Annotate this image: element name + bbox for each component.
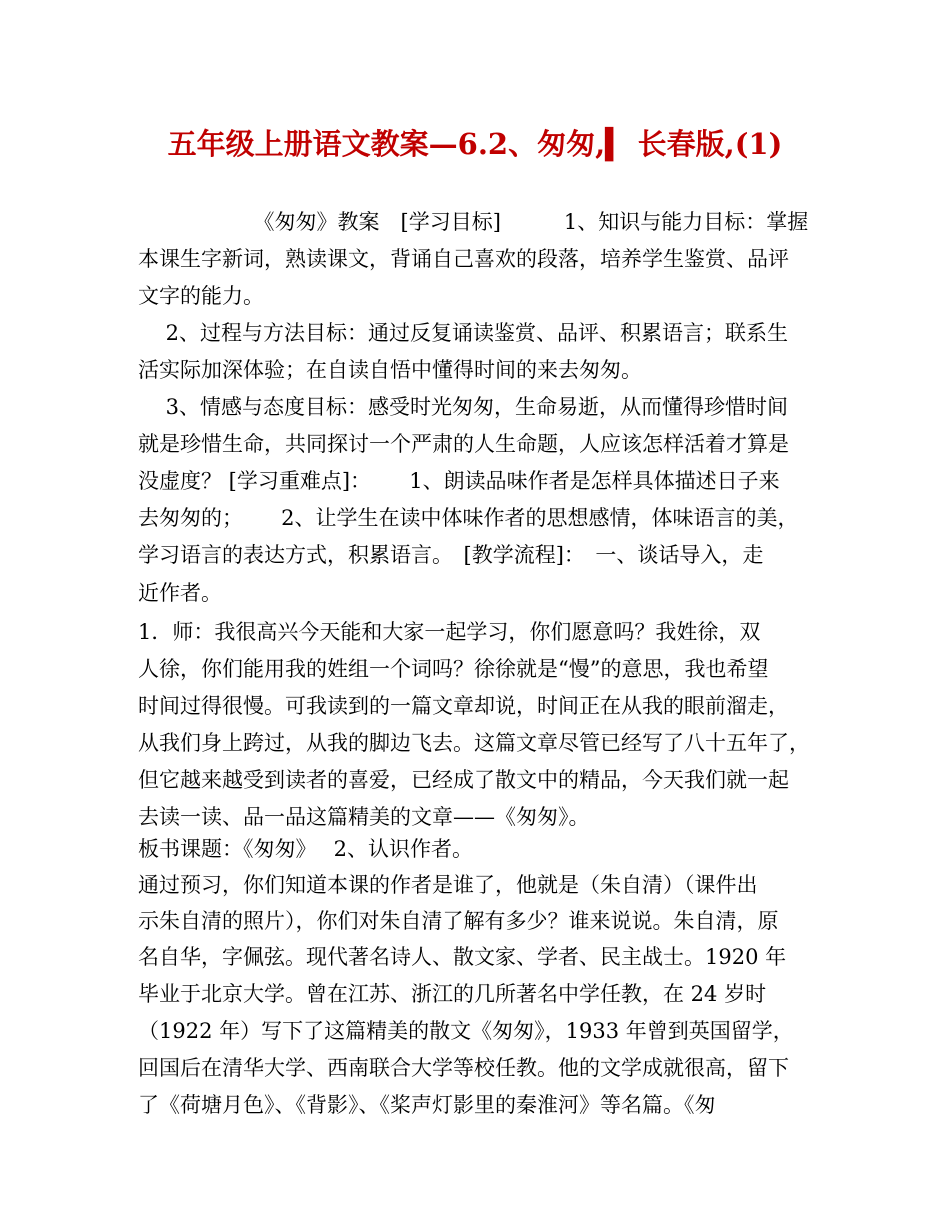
- paragraph-line: 学习语言的表达方式，积累语言。 [教学流程]： 一、谈话导入，走: [138, 543, 764, 567]
- paragraph-line: 时间过得很慢。可我读到的一篇文章却说，时间正在从我的眼前溜走，: [138, 694, 789, 718]
- paragraph-line: 《匆匆》教案 [学习目标] 1、知识与能力目标：掌握: [138, 210, 809, 234]
- paragraph-line: 活实际加深体验；在自读自悟中懂得时间的来去匆匆。: [138, 358, 642, 382]
- paragraph-line: 没虚度？ [学习重难点]： 1、朗读品味作者是怎样具体描述日子来: [138, 469, 780, 493]
- paragraph-line: 了《荷塘月色》、《背影》、《桨声灯影里的秦淮河》等名篇。《匆: [138, 1093, 716, 1117]
- paragraph-line: 本课生字新词，熟读课文，背诵自己喜欢的段落，培养学生鉴赏、品评: [138, 247, 789, 271]
- paragraph-line: 但它越来越受到读者的喜爱，已经成了散文中的精品，今天我们就一起: [138, 768, 789, 792]
- paragraph-line: 1．师：我很高兴今天能和大家一起学习，你们愿意吗？我姓徐，双: [138, 620, 761, 644]
- paragraph-line: 名自华，字佩弦。现代著名诗人、散文家、学者、民主战士。1920 年: [138, 945, 787, 969]
- paragraph-line: 去匆匆的； 2、让学生在读中体味作者的思想感情，体味语言的美，: [138, 506, 799, 530]
- paragraph-line: 示朱自清的照片），你们对朱自清了解有多少？谁来说说。朱自清，原: [138, 909, 779, 933]
- paragraph-line: 近作者。: [138, 581, 222, 605]
- paragraph-line: 文字的能力。: [138, 284, 264, 308]
- paragraph-line: 去读一读、品一品这篇精美的文章——《匆匆》。: [138, 805, 590, 829]
- paragraph-line: 就是珍惜生命，共同探讨一个严肃的人生命题，人应该怎样活着才算是: [138, 432, 789, 456]
- paragraph-line: 通过预习，你们知道本课的作者是谁了，他就是（朱自清）（课件出: [138, 873, 758, 897]
- paragraph-line: 回国后在清华大学、西南联合大学等校任教。他的文学成就很高，留下: [138, 1056, 789, 1080]
- paragraph-line: （1922 年）写下了这篇精美的散文《匆匆》，1933 年曾到英国留学，: [138, 1019, 794, 1043]
- paragraph-line: 人徐，你们能用我的姓组一个词吗？徐徐就是“慢”的意思，我也希望: [138, 657, 769, 681]
- paragraph-line: 2、过程与方法目标：通过反复诵读鉴赏、品评、积累语言；联系生: [138, 321, 789, 345]
- paragraph-line: 板书课题：《匆匆》 2、认识作者。: [138, 837, 474, 861]
- paragraph-line: 毕业于北京大学。曾在江苏、浙江的几所著名中学任教，在 24 岁时: [138, 982, 767, 1006]
- paragraph-line: 3、情感与态度目标：感受时光匆匆，生命易逝，从而懂得珍惜时间: [138, 395, 789, 419]
- document-title: 五年级上册语文教案—6.2、匆匆,▍ 长春版,(1): [167, 127, 783, 161]
- paragraph-line: 从我们身上跨过，从我的脚边飞去。这篇文章尽管已经写了八十五年了，: [138, 731, 810, 755]
